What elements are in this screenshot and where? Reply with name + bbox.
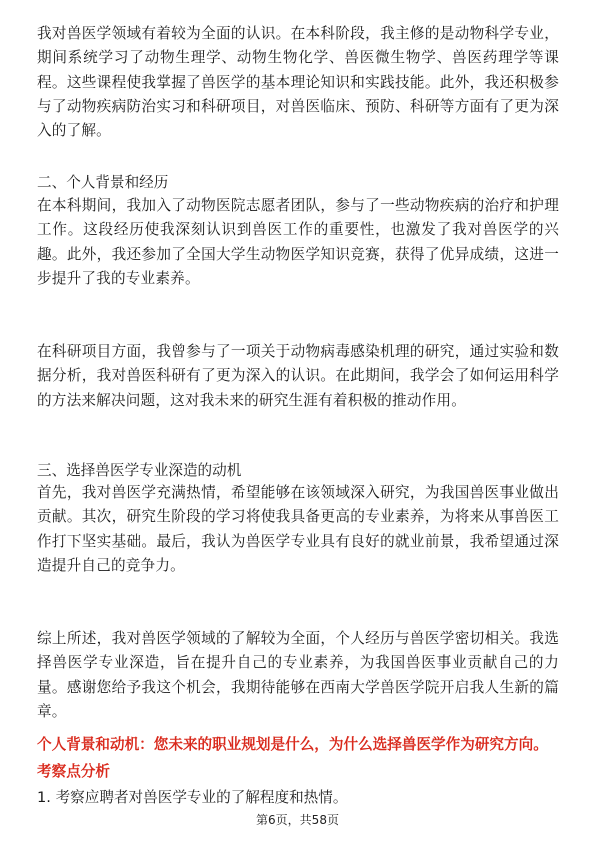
motivation-paragraph: 首先，我对兽医学充满热情，希望能够在该领域深入研究，为我国兽医事业做出贡献。其次，研究生阶段的学习将使我具备更高的专业素养，为将来从事兽医工作打下坚实基础。最后，我认为兽医学专业具有良好的就业前景，我希望通过深造提升自己的竞争力。: [37, 484, 559, 574]
research-paragraph: 在科研项目方面，我曾参与了一项关于动物病毒感染机理的研究，通过实验和数据分析，我对兽医科研有了更为深入的认识。在此期间，我学会了如何运用科学的方法来解决问题，这对我未来的研究生涯有着积极的推动作用。: [37, 343, 559, 409]
analysis-item: 1. 考察应聘者对兽医学专业的了解程度和热情。: [37, 789, 348, 806]
analysis-heading: 考察点分析: [37, 763, 110, 780]
intro-paragraph: 我对兽医学领域有着较为全面的认识。在本科阶段，我主修的是动物科学专业，期间系统学习了动物生理学、动物生物化学、兽医微生物学、兽医药理学等课程。这些课程使我掌握了兽医学的基本理论知识和实践技能。此外，我还积极参与了动物疾病防治实习和科研项目，对兽医临床、预防、科研等方面有了更为深入的了解。: [37, 25, 559, 140]
question-title: 个人背景和动机：您未来的职业规划是什么，为什么选择兽医学作为研究方向。: [37, 736, 548, 753]
section-heading-background: 二、个人背景和经历: [37, 174, 169, 191]
section-heading-motivation: 三、选择兽医学专业深造的动机: [37, 462, 242, 479]
background-paragraph: 在本科期间，我加入了动物医院志愿者团队，参与了一些动物疾病的治疗和护理工作。这段经历使我深刻认识到兽医工作的重要性，也激发了我对兽医学的兴趣。此外，我还参加了全国大学生动物医学知识竞赛，获得了优异成绩，这进一步提升了我的专业素养。: [37, 197, 559, 287]
page-number: 第6页，共58页: [256, 813, 339, 827]
conclusion-paragraph: 综上所述，我对兽医学领域的了解较为全面，个人经历与兽医学密切相关。我选择兽医学专业深造，旨在提升自己的专业素养，为我国兽医事业贡献自己的力量。感谢您给予我这个机会，我期待能够在西南大学兽医学院开启我人生新的篇章。: [37, 630, 559, 720]
